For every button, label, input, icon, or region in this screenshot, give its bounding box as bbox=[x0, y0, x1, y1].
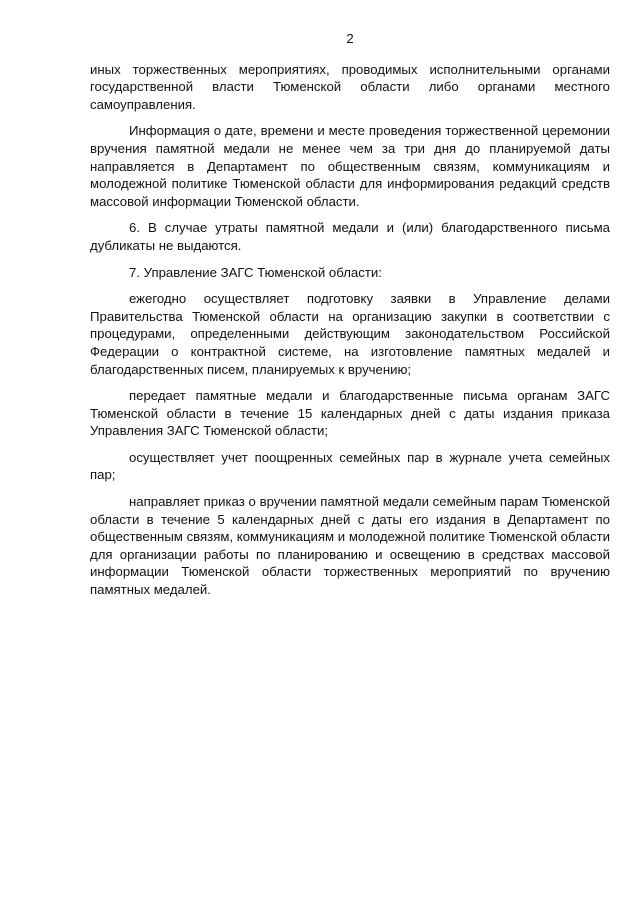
paragraph-item-6: 6. В случае утраты памятной медали и (или) благодарственного письма дубликаты не выдаются. bbox=[90, 220, 610, 253]
paragraph-information: Информация о дате, времени и месте проведения торжественной церемонии вручения памятной медали не менее чем за три дня до планируемой даты направляется в Департамент по общественным связям, коммуникациям и молодежной политике Тюменской области для информирования редакций средств массовой информации Тюменской области. bbox=[90, 123, 610, 209]
page-number: 2 bbox=[346, 31, 354, 46]
document-page bbox=[90, 30, 610, 608]
paragraph-record-couples: осуществляет учет поощренных семейных пар в журнале учета семейных пар; bbox=[90, 449, 610, 483]
paragraph-transfer-medals: передает памятные медали и благодарственные письма органам ЗАГС Тюменской области в течение 15 календарных дней с даты издания приказа Управления ЗАГС Тюменской области; bbox=[90, 388, 610, 439]
paragraph-continuation: иных торжественных мероприятиях, проводимых исполнительными органами государственной власти Тюменской области либо органами местного самоуправления. bbox=[90, 61, 610, 112]
paragraph-item-7: 7. Управление ЗАГС Тюменской области: bbox=[129, 264, 382, 280]
paragraph-send-order: направляет приказ о вручении памятной медали семейным парам Тюменской области в течение 5 календарных дней с даты его издания в Департамент по общественным связям, коммуникациям и молодежной политике Тюменской области для организации работы по планированию и освещению в средствах массовой информации Тюменской области торжественных мероприятий по вручению памятных медалей. bbox=[90, 494, 610, 598]
paragraph-annual-request: ежегодно осуществляет подготовку заявки в Управление делами Правительства Тюменской области на организацию закупки в соответствии с процедурами, определенными действующим законодательством Российской Федерации о контрактной системе, на изготовление памятных медалей и благодарственных писем, планируемых к вручению; bbox=[90, 291, 610, 377]
